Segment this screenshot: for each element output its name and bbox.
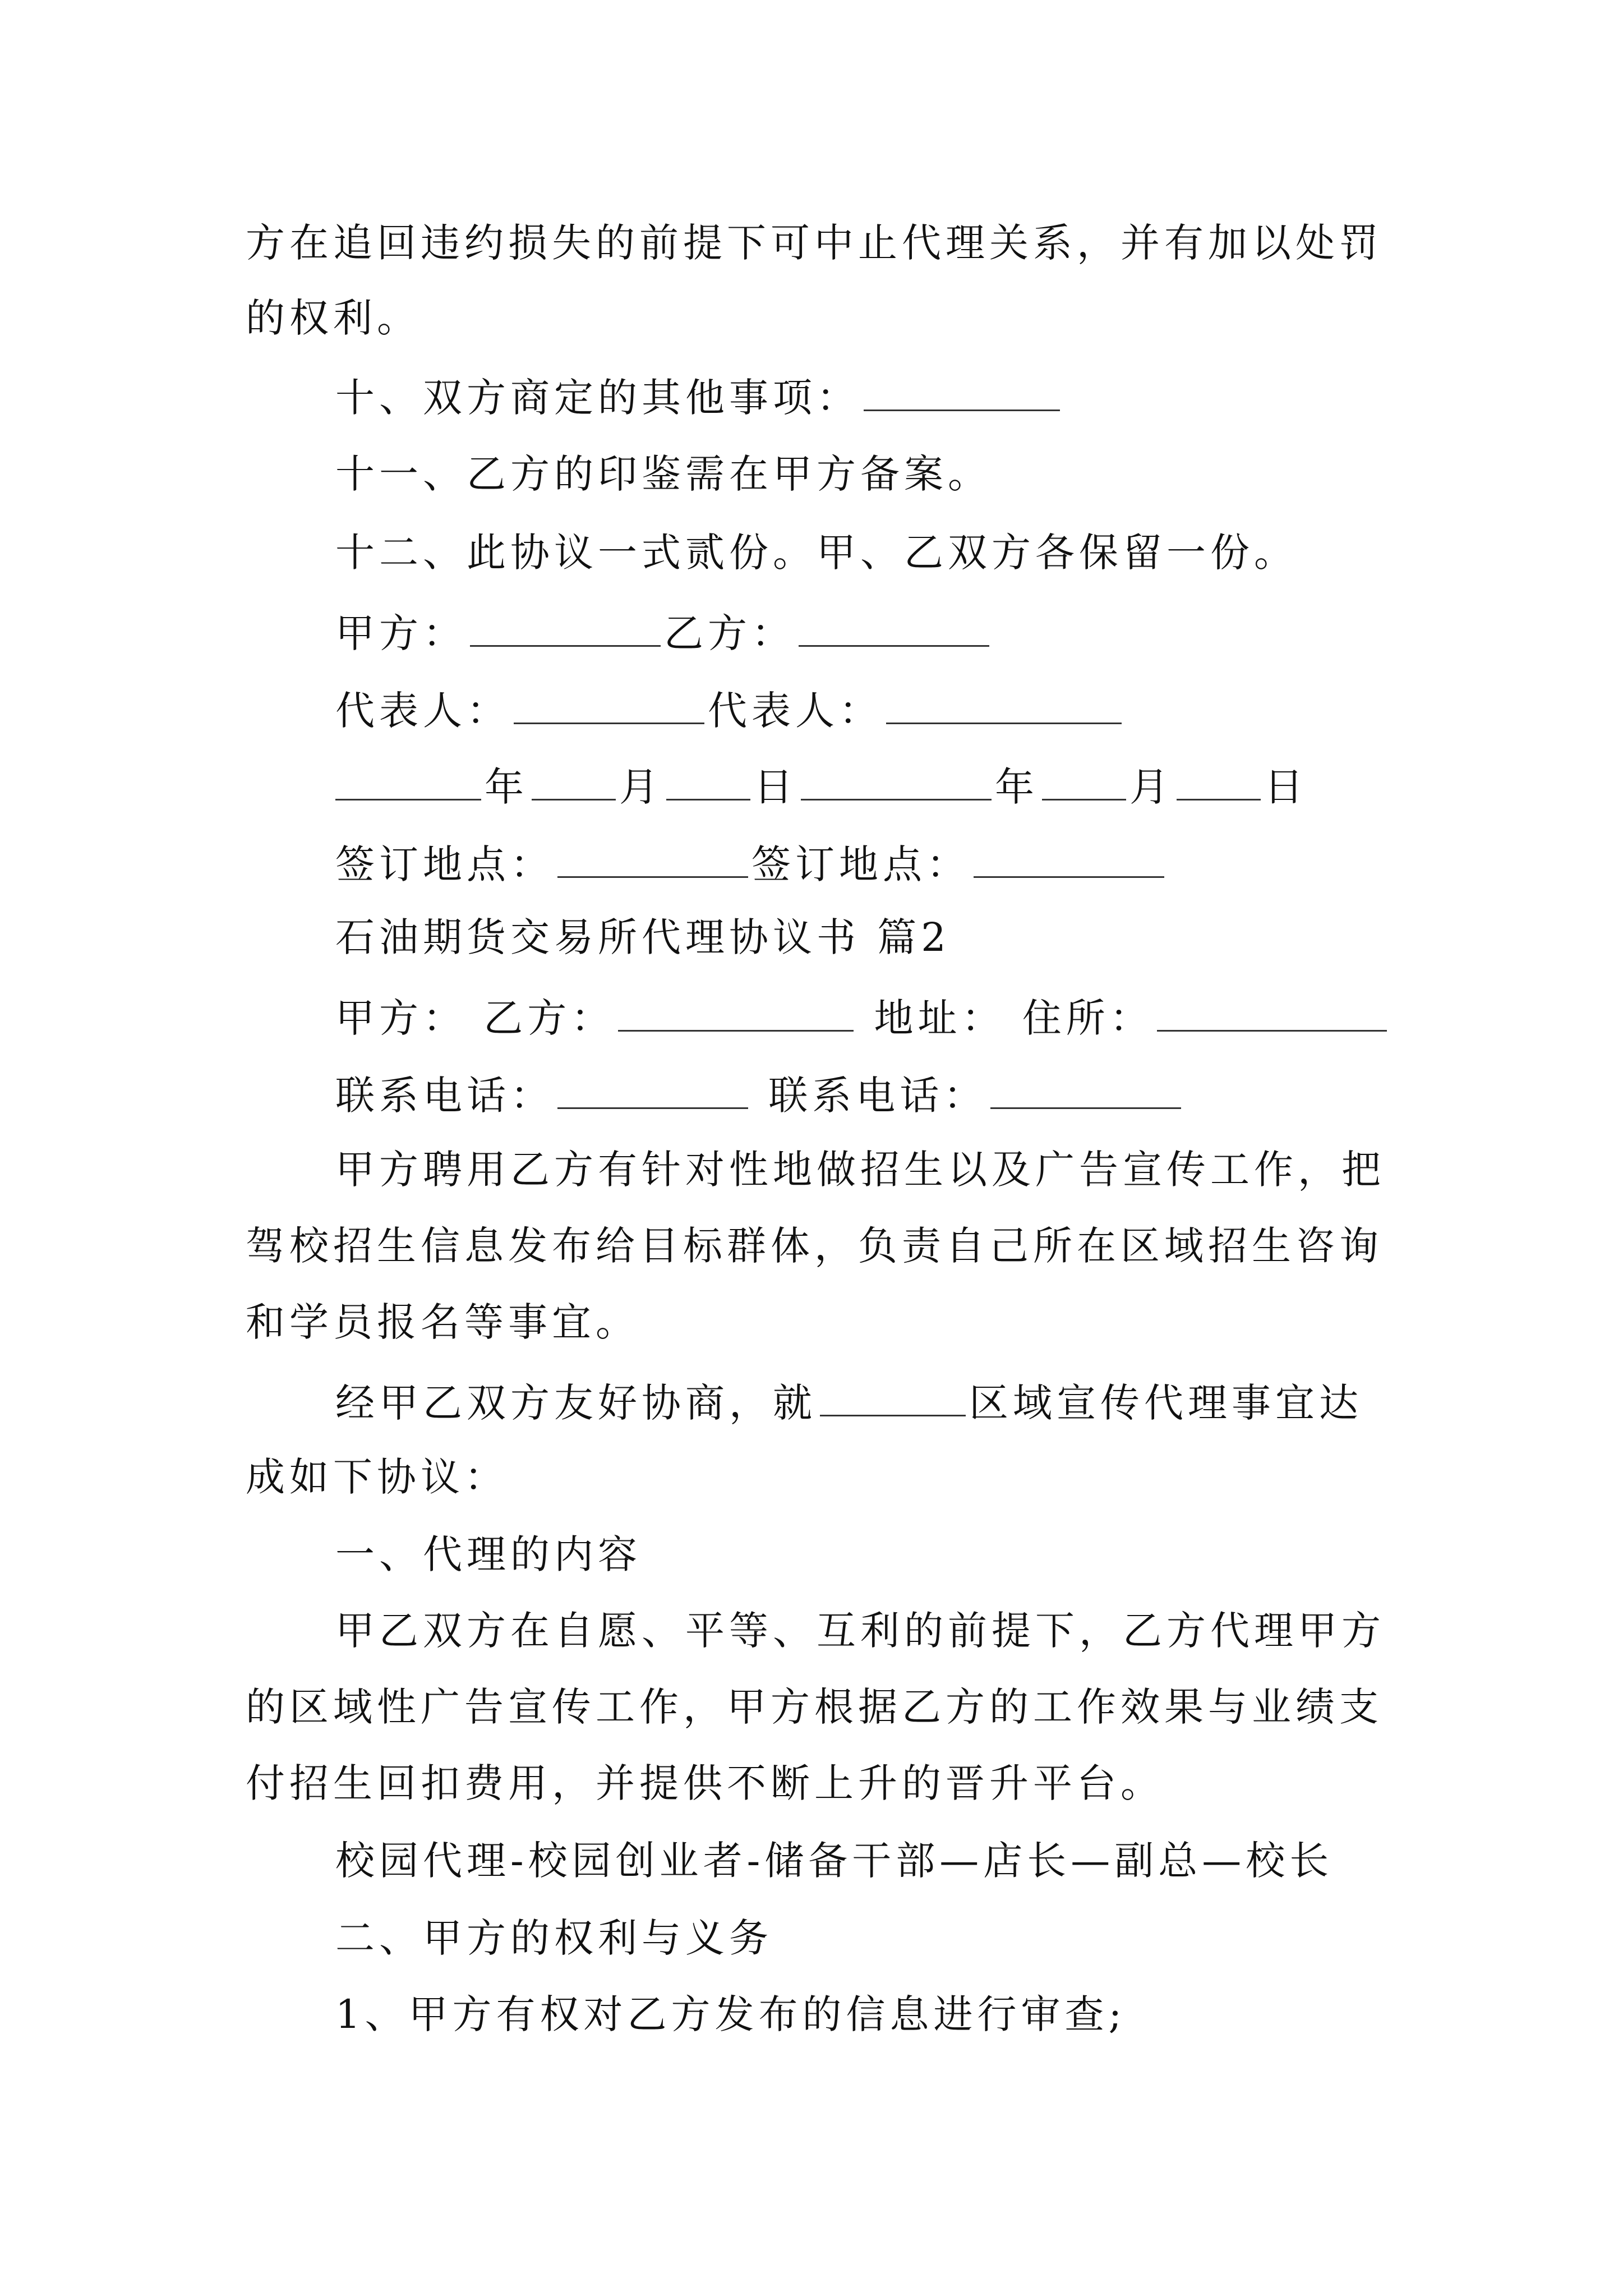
paragraph-line: 和学员报名等事宜。 — [246, 1299, 639, 1345]
year-label: 年 — [485, 764, 528, 810]
paragraph-line: 驾校招生信息发布给目标群体，负责自己所在区域招生咨询 — [246, 1223, 1383, 1269]
blank-line — [335, 764, 481, 800]
promotion-ladder: 校园代理-校园创业者-储备干部—店长—副总—校长 — [335, 1838, 1334, 1884]
blank-line — [557, 841, 748, 878]
signature-parties-row — [335, 610, 993, 656]
blank-line — [557, 1073, 748, 1109]
month-label: 月 — [619, 764, 663, 810]
party-a-label: 甲方： — [335, 610, 467, 656]
paragraph-line — [335, 1380, 1363, 1426]
rep-b-label: 代表人： — [708, 688, 883, 734]
phone-row — [335, 1073, 1184, 1119]
place-b-label: 签订地点： — [751, 841, 970, 887]
month-label: 月 — [1129, 764, 1173, 810]
blank-line — [532, 764, 616, 800]
heading-content: 一、代理的内容 — [335, 1531, 642, 1577]
blank-line — [974, 841, 1164, 878]
blank-line — [799, 610, 989, 647]
day-label: 日 — [754, 764, 797, 810]
blank-line — [1157, 995, 1387, 1032]
list-item: 1、甲方有权对乙方发布的信息进行审查; — [335, 1991, 1127, 2037]
day-label: 日 — [1264, 764, 1308, 810]
phone-a-label: 联系电话： — [335, 1073, 554, 1119]
text-line: 的权利。 — [246, 295, 421, 341]
blank-line — [990, 1073, 1181, 1109]
representative-row — [335, 688, 1125, 734]
clause-12: 十二、此协议一式贰份。甲、乙双方各保留一份。 — [335, 530, 1298, 576]
signing-place-row — [335, 841, 1168, 887]
heading-rights: 二、甲方的权利与义务 — [335, 1915, 773, 1961]
blank-line — [470, 610, 661, 647]
blank-line — [1177, 764, 1261, 800]
paragraph-text: 区域宣传代理事宜达 — [969, 1380, 1363, 1426]
party-b-label: 乙方： — [483, 995, 615, 1041]
parties-address-row — [335, 995, 1390, 1041]
blank-line — [618, 995, 854, 1032]
address-label: 地址： — [874, 995, 1006, 1041]
blank-line — [514, 688, 704, 724]
clause-11: 十一、乙方的印鉴需在甲方备案。 — [335, 451, 992, 497]
paragraph-line: 成如下协议： — [246, 1454, 508, 1500]
blank-line — [820, 1380, 966, 1416]
party-a-label: 甲方： — [335, 995, 467, 1041]
paragraph-line: 的区域性广告宣传工作，甲方根据乙方的工作效果与业绩支 — [246, 1684, 1383, 1730]
party-b-label: 乙方： — [664, 610, 795, 656]
section-title: 石油期货交易所代理协议书 篇2 — [335, 914, 951, 960]
blank-line — [886, 688, 1122, 724]
paragraph-line: 甲方聘用乙方有针对性地做招生以及广告宣传工作，把 — [335, 1147, 1385, 1193]
place-a-label: 签订地点： — [335, 841, 554, 887]
blank-line — [1042, 764, 1126, 800]
paragraph-line: 甲乙双方在自愿、平等、互利的前提下，乙方代理甲方 — [335, 1608, 1385, 1654]
year-label: 年 — [995, 764, 1039, 810]
clause-10-text: 十、双方商定的其他事项： — [335, 375, 860, 421]
text-line: 方在追回违约损失的前提下可中止代理关系，并有加以处罚 — [246, 220, 1383, 266]
date-row — [335, 764, 1308, 810]
blank-line — [666, 764, 750, 800]
clause-10 — [335, 375, 1063, 421]
blank-line — [864, 375, 1060, 411]
residence-label: 住所： — [1022, 995, 1154, 1041]
rep-a-label: 代表人： — [335, 688, 510, 734]
paragraph-text: 经甲乙双方友好协商，就 — [335, 1380, 817, 1426]
phone-b-label: 联系电话： — [768, 1073, 988, 1119]
blank-line — [801, 764, 992, 800]
paragraph-line: 付招生回扣费用，并提供不断上升的晋升平台。 — [246, 1760, 1164, 1806]
